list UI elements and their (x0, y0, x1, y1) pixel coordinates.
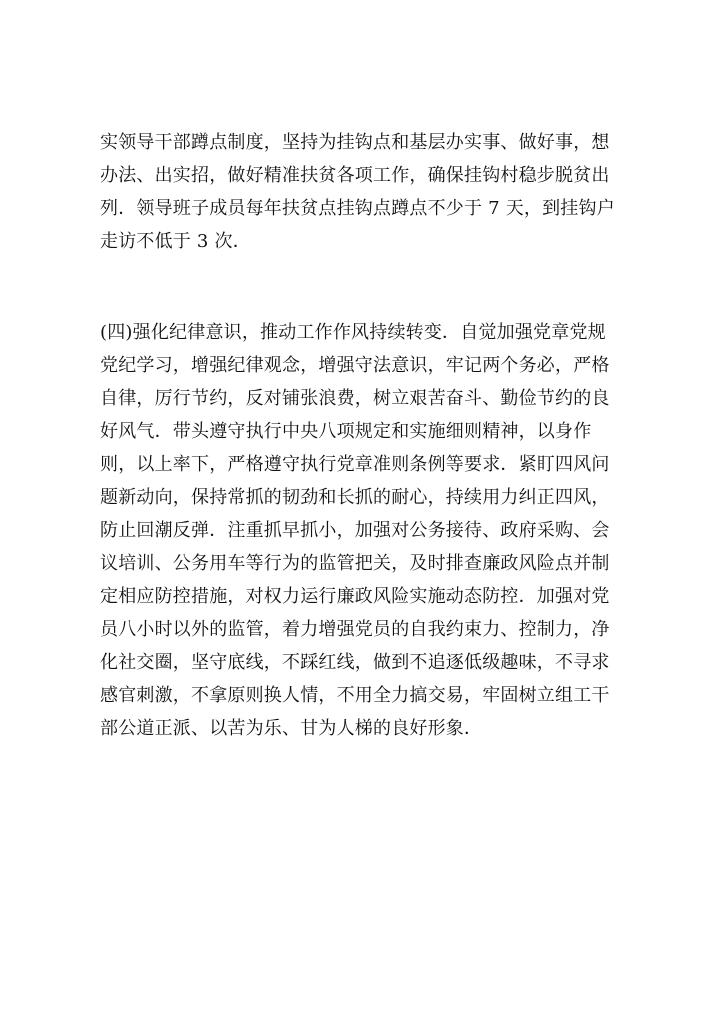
text-line: 列．领导班子成员每年扶贫点挂钩点蹲点不少于 7 天，到挂钩户 (100, 198, 615, 219)
text-line: 议培训、公务用车等行为的监管把关，及时排查廉政风险点并制 (100, 553, 610, 574)
text-line: 防止回潮反弹．注重抓早抓小，加强对公务接待、政府采购、会 (100, 520, 610, 541)
text-line: 化社交圈，坚守底线，不踩红线，做到不追逐低级趣味，不寻求 (100, 652, 610, 673)
text-line: 党纪学习，增强纪律观念，增强守法意识，牢记两个务必，严格 (100, 355, 610, 376)
text-line: 题新动向，保持常抓的韧劲和长抓的耐心，持续用力纠正四风， (100, 487, 610, 508)
text-line: 部公道正派、以苦为乐、甘为人梯的良好形象． (100, 718, 483, 739)
paragraph-1 (100, 126, 640, 258)
text-line: 自律，厉行节约，反对铺张浪费，树立艰苦奋斗、勤俭节约的良 (100, 388, 610, 409)
text-line: 员八小时以外的监管，着力增强党员的自我约束力、控制力，净 (100, 619, 610, 640)
text-line: 则，以上率下，严格遵守执行党章准则条例等要求．紧盯四风问 (100, 454, 610, 475)
text-line: 办法、出实招，做好精准扶贫各项工作，确保挂钩村稳步脱贫出 (100, 165, 610, 186)
text-line: 感官刺激，不拿原则换人情，不用全力搞交易，牢固树立组工干 (100, 685, 610, 706)
paragraph-2 (100, 316, 640, 745)
text-line: 实领导干部蹲点制度，坚持为挂钩点和基层办实事、做好事，想 (100, 132, 610, 153)
text-line: 定相应防控措施，对权力运行廉政风险实施动态防控．加强对党 (100, 586, 610, 607)
text-line: 走访不低于 3 次． (100, 231, 251, 252)
section-heading-line: (四)强化纪律意识，推动工作作风持续转变．自觉加强党章党规 (100, 322, 606, 343)
text-line: 好风气．带头遵守执行中央八项规定和实施细则精神，以身作 (100, 421, 592, 442)
